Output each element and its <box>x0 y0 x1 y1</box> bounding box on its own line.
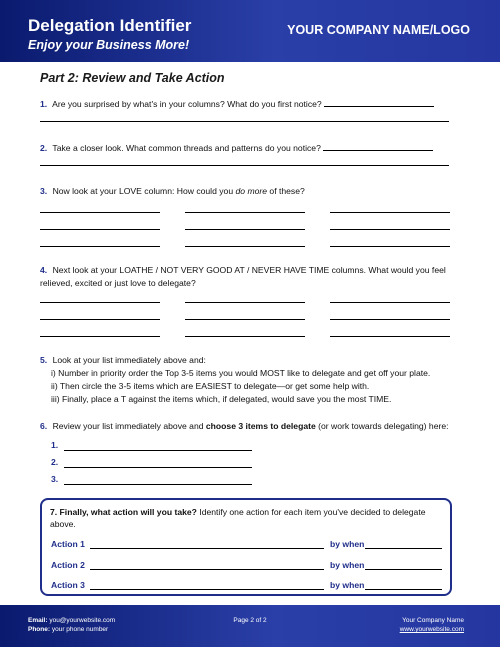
page-footer <box>0 605 500 647</box>
answer-line[interactable] <box>40 212 160 213</box>
delegate-item-number: 1. <box>51 440 59 450</box>
answer-line[interactable] <box>330 246 450 247</box>
action-box-prompt <box>50 506 446 530</box>
question-text: Review your list immediately above and <box>52 421 206 431</box>
footer-phone <box>28 626 108 633</box>
footer-website-link[interactable]: www.yourwebsite.com <box>399 626 464 633</box>
answer-line[interactable] <box>40 121 449 122</box>
question-number: 4. <box>40 265 48 275</box>
answer-line[interactable] <box>323 141 433 151</box>
question-5-step-3: iii) Finally, place a T against the items which, if delegated, would save you the most TIME. <box>51 394 392 404</box>
question-number: 1. <box>40 99 48 109</box>
delegate-item-line[interactable] <box>64 484 252 485</box>
answer-line[interactable] <box>324 97 434 107</box>
answer-line[interactable] <box>40 336 160 337</box>
question-5 <box>40 354 206 367</box>
answer-line[interactable] <box>40 165 449 166</box>
action-1-line[interactable] <box>90 548 324 549</box>
question-text: Look at your list immediately above and: <box>52 355 206 365</box>
action-box-heading: 7. Finally, what action will you take? <box>50 507 197 517</box>
phone-label: Phone: <box>28 626 51 633</box>
delegate-item-line[interactable] <box>64 467 252 468</box>
delegate-item-number: 2. <box>51 457 59 467</box>
question-text: (or work towards delegating) here: <box>315 421 449 431</box>
question-5-step-1: i) Number in priority order the Top 3-5 items you would MOST like to delegate and get off your plate. <box>51 368 431 378</box>
question-5-step-2: ii) Then circle the 3-5 items which are EASIEST to delegate—or get some help with. <box>51 381 370 391</box>
document-title: Delegation Identifier <box>28 16 192 35</box>
answer-line[interactable] <box>330 302 450 303</box>
by-when-label: by when <box>330 560 365 570</box>
question-text: Are you surprised by what's in your columns? What do you first notice? <box>52 99 322 109</box>
question-text-emphasis: choose 3 items to delegate <box>205 421 316 431</box>
footer-company-name: Your Company Name <box>402 617 464 624</box>
page-number: Page 2 of 2 <box>233 617 267 624</box>
phone-number: your phone number <box>51 626 109 633</box>
company-logo-placeholder: YOUR COMPANY NAME/LOGO <box>287 23 470 37</box>
by-when-line[interactable] <box>365 548 442 549</box>
answer-line[interactable] <box>330 229 450 230</box>
question-number: 6. <box>40 421 48 431</box>
action-1-label: Action 1 <box>51 539 85 549</box>
delegate-item-number: 3. <box>51 474 59 484</box>
question-1 <box>40 97 434 111</box>
by-when-label: by when <box>330 539 365 549</box>
action-3-line[interactable] <box>90 589 324 590</box>
email-link[interactable]: you@yourwebsite.com <box>49 617 116 624</box>
action-2-label: Action 2 <box>51 560 85 570</box>
by-when-label: by when <box>330 580 365 590</box>
answer-line[interactable] <box>330 336 450 337</box>
question-number: 5. <box>40 355 48 365</box>
action-3-label: Action 3 <box>51 580 85 590</box>
question-3 <box>40 185 305 198</box>
question-2 <box>40 141 433 155</box>
answer-line[interactable] <box>40 302 160 303</box>
delegate-item-line[interactable] <box>64 450 252 451</box>
action-box-text: Identify one action for each item you've decided to delegate above. <box>50 507 426 529</box>
question-number: 3. <box>40 186 48 196</box>
by-when-line[interactable] <box>365 589 442 590</box>
question-4 <box>40 264 446 290</box>
answer-line[interactable] <box>185 229 305 230</box>
answer-line[interactable] <box>185 336 305 337</box>
section-title: Part 2: Review and Take Action <box>40 71 225 85</box>
action-box <box>40 498 452 596</box>
question-text: of these? <box>267 186 305 196</box>
answer-line[interactable] <box>185 246 305 247</box>
question-6 <box>40 420 449 433</box>
answer-line[interactable] <box>185 319 305 320</box>
question-text: Next look at your LOATHE / NOT VERY GOOD AT / NEVER HAVE TIME columns. What would you feel <box>52 265 446 275</box>
question-number: 2. <box>40 143 48 153</box>
answer-line[interactable] <box>185 302 305 303</box>
answer-line[interactable] <box>185 212 305 213</box>
answer-line[interactable] <box>330 319 450 320</box>
question-text: Take a closer look. What common threads and patterns do you notice? <box>52 143 321 153</box>
question-text: Now look at your LOVE column: How could you <box>52 186 236 196</box>
question-text: relieved, excited or just love to delegate? <box>40 278 196 288</box>
answer-line[interactable] <box>330 212 450 213</box>
answer-line[interactable] <box>40 246 160 247</box>
question-text-emphasis: do more <box>235 186 268 196</box>
answer-line[interactable] <box>40 229 160 230</box>
page-header <box>0 0 500 62</box>
email-label: Email: <box>28 617 48 624</box>
answer-line[interactable] <box>40 319 160 320</box>
by-when-line[interactable] <box>365 569 442 570</box>
action-2-line[interactable] <box>90 569 324 570</box>
document-subtitle: Enjoy your Business More! <box>28 38 190 52</box>
